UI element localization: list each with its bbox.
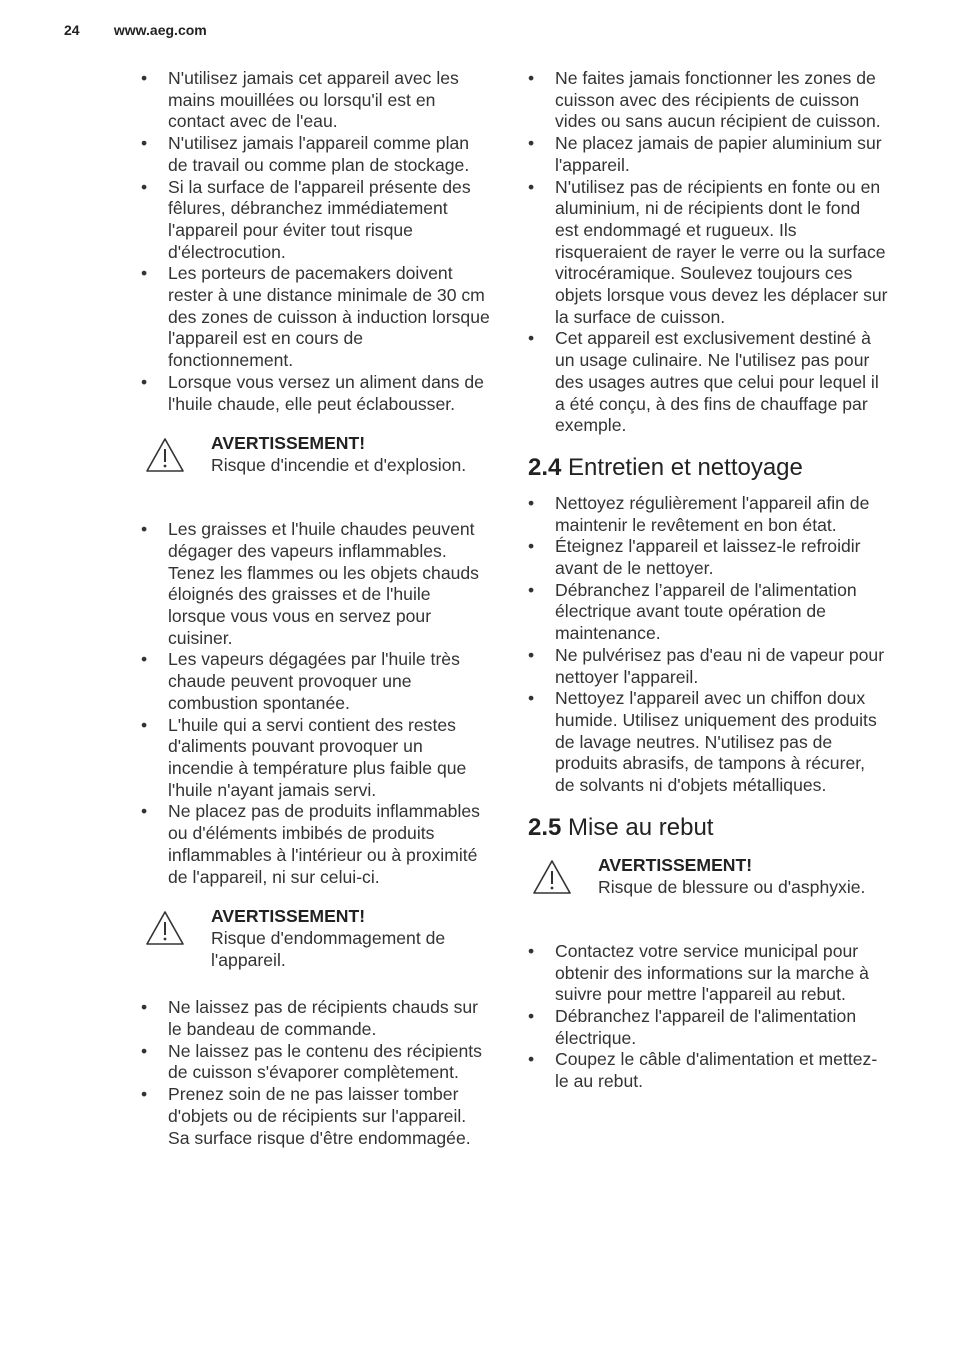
list-item: • Les porteurs de pacemakers doivent rester à une distance minimale de 30 cm des zones de cuisson à induction lorsque l'appareil est en cours de fonctionnement.	[141, 263, 490, 371]
maintenance-list	[528, 493, 888, 797]
warning-title: AVERTISSEMENT!	[211, 906, 366, 927]
warning-text: Risque d'endommagement de l'appareil.	[211, 927, 446, 970]
list-item: • Les vapeurs dégagées par l'huile très chaude peuvent provoquer une combustion spontanée.	[141, 649, 460, 713]
warning-text: Risque d'incendie et d'explosion.	[211, 454, 467, 475]
list-item: • Cet appareil est exclusivement destiné à un usage culinaire. Ne l'utilisez pas pour des usages autres que celui pour lequel il a été conçu, à des fins de chauffage par exemple.	[528, 328, 879, 436]
list-item: • N'utilisez pas de récipients en fonte ou en aluminium, ni de récipients dont le fond est endommagé et rugueux. Ils risqueraient de rayer le verre ou la surface vitrocéramique. Soulevez toujours ces objets lorsque vous devez les déplacer sur la surface de cuisson.	[528, 176, 888, 327]
warning-box	[141, 433, 491, 493]
warning-box	[528, 855, 888, 915]
website-link[interactable]: www.aeg.com	[113, 22, 207, 38]
page-header	[64, 22, 207, 38]
safety-list-2	[141, 519, 491, 888]
list-item: • Ne laissez pas de récipients chauds sur le bandeau de commande.	[141, 997, 479, 1040]
list-item: • Si la surface de l'appareil présente des fêlures, débranchez immédiatement l'appareil pour éviter tout risque d'électrocution.	[141, 176, 471, 262]
list-item: • Ne laissez pas le contenu des récipients de cuisson s'évaporer complètement.	[141, 1040, 482, 1083]
safety-list-3	[141, 997, 491, 1149]
list-item: • Ne placez jamais de papier aluminium sur l'appareil.	[528, 133, 882, 175]
page-number: 24	[64, 22, 80, 38]
list-item: • Ne pulvérisez pas d'eau ni de vapeur pour nettoyer l'appareil.	[528, 644, 885, 687]
list-item: • Contactez votre service municipal pour obtenir des informations sur la marche à suivre pour mettre l'appareil au rebut.	[528, 940, 869, 1005]
warning-title: AVERTISSEMENT!	[598, 854, 753, 875]
right-column	[528, 68, 888, 1093]
safety-list-1	[141, 68, 491, 415]
list-item: • Débranchez l'appareil de l'alimentation électrique.	[528, 1005, 857, 1048]
warning-title: AVERTISSEMENT!	[211, 433, 366, 454]
warning-text: Risque de blessure ou d'asphyxie.	[598, 876, 866, 897]
list-item: • Les graisses et l'huile chaudes peuvent dégager des vapeurs inflammables. Tenez les flammes ou les objets chauds éloignés des graisses et de l'huile lorsque vous vous en servez pour cuisiner.	[141, 519, 479, 648]
warning-triangle-icon	[532, 859, 572, 895]
section-heading-2-5: 2.5 Mise au rebut	[528, 813, 714, 841]
warning-triangle-icon	[145, 437, 185, 473]
list-item: • Éteignez l'appareil et laissez-le refroidir avant de le nettoyer.	[528, 536, 861, 579]
list-item: • Ne faites jamais fonctionner les zones de cuisson avec des récipients de cuisson vides ou sans aucun récipient de cuisson.	[528, 68, 881, 132]
list-item: • L'huile qui a servi contient des restes d'aliments pouvant provoquer un incendie à température plus faible que l'huile n'ayant jamais servi.	[141, 714, 467, 800]
usage-list	[528, 68, 888, 437]
warning-box	[141, 906, 491, 971]
disposal-list	[528, 941, 888, 1093]
list-item: • Prenez soin de ne pas laisser tomber d'objets ou de récipients sur l'appareil. Sa surface risque d'être endommagée.	[141, 1084, 471, 1148]
list-item: • Nettoyez régulièrement l'appareil afin de maintenir le revêtement en bon état.	[528, 492, 870, 535]
list-item: • Débranchez l’appareil de l'alimentation électrique avant toute opération de maintenance.	[528, 579, 857, 644]
list-item: • Nettoyez l'appareil avec un chiffon doux humide. Utilisez uniquement des produits de lavage neutres. N'utilisez pas de produits abrasifs, de tampons à récurer, de solvants ni d'objets métalliques.	[528, 688, 877, 796]
list-item: • N'utilisez jamais l'appareil comme plan de travail ou comme plan de stockage.	[141, 133, 470, 175]
warning-triangle-icon	[145, 910, 185, 946]
left-column	[141, 68, 491, 1149]
list-item: • Ne placez pas de produits inflammables ou d'éléments imbibés de produits inflammables à l'intérieur ou à proximité de l'appareil, ni sur celui-ci.	[141, 801, 480, 887]
list-item: • Lorsque vous versez un aliment dans de l'huile chaude, elle peut éclabousser.	[141, 371, 484, 414]
list-item: • N'utilisez jamais cet appareil avec les mains mouillées ou lorsqu'il est en contact avec de l'eau.	[141, 68, 459, 132]
list-item: • Coupez le câble d'alimentation et mettez-le au rebut.	[528, 1049, 878, 1092]
section-heading-2-4: 2.4 Entretien et nettoyage	[528, 453, 803, 481]
